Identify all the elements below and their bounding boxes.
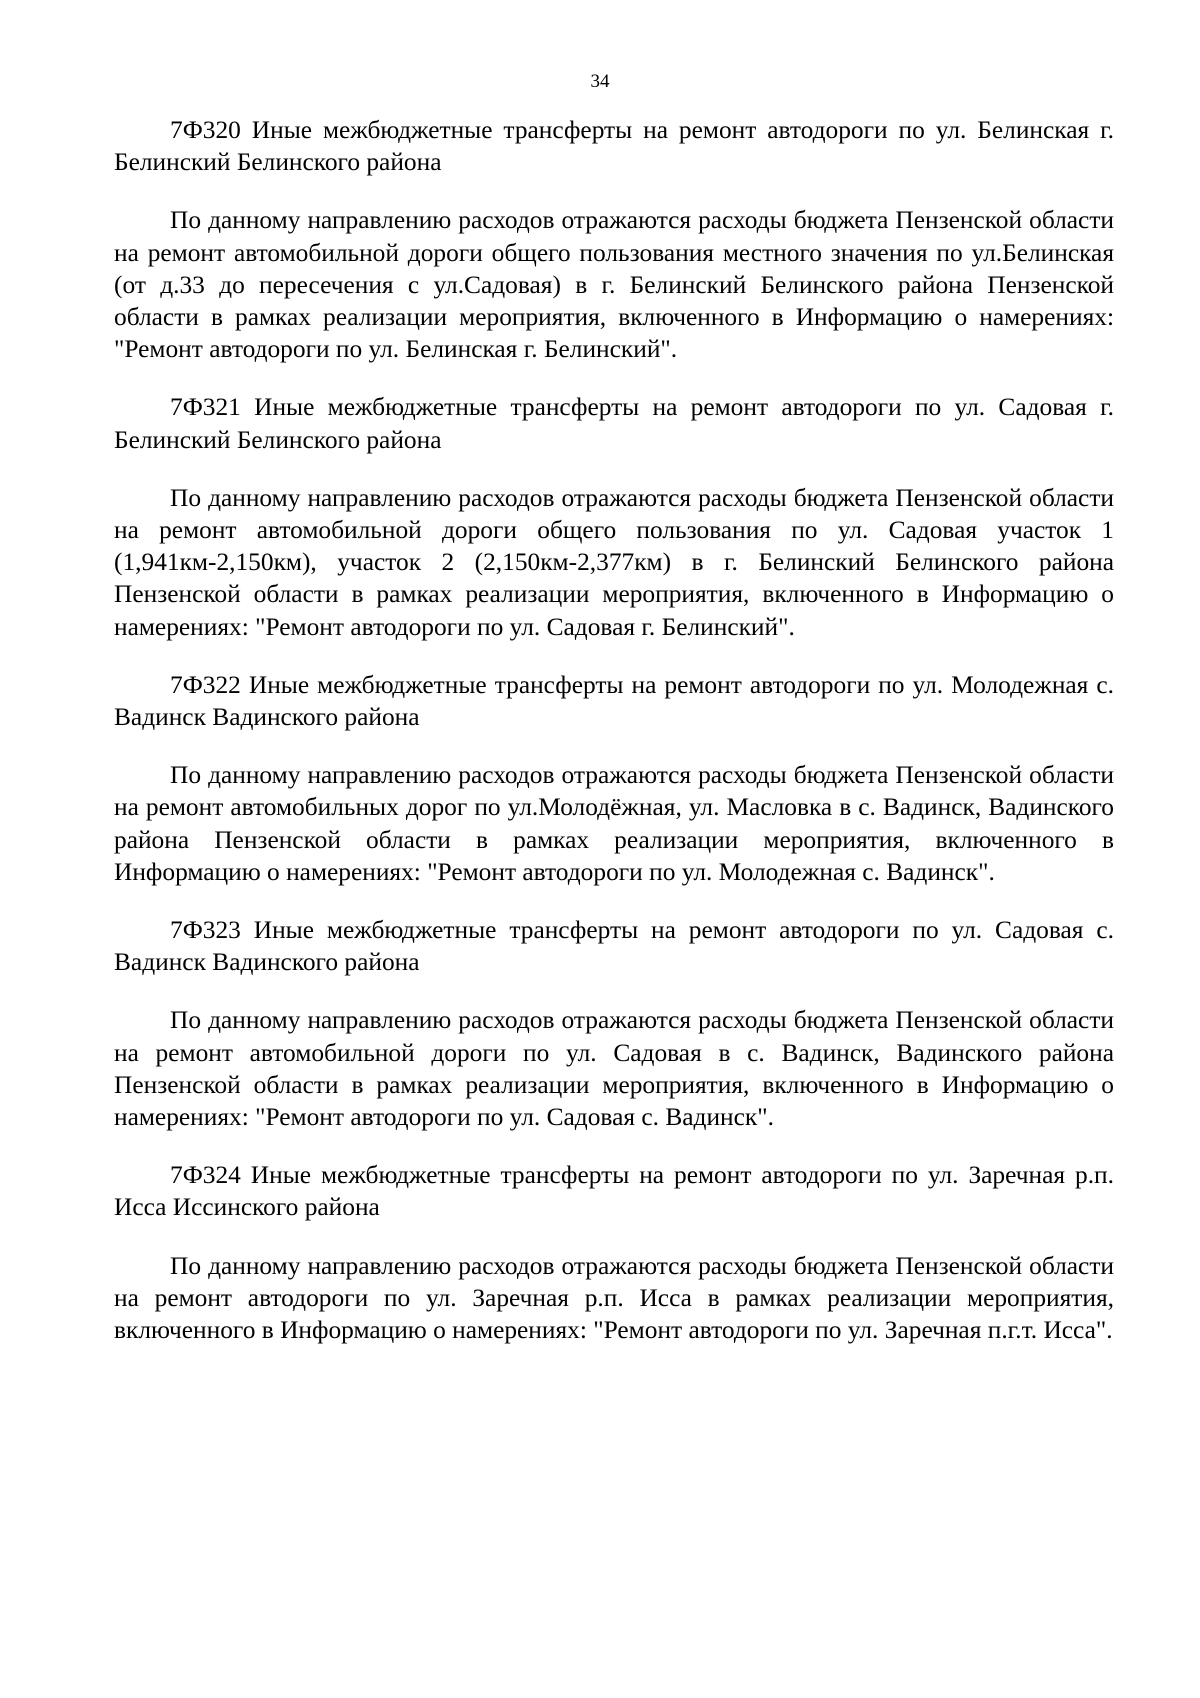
budget-item-7f324 xyxy=(114,1159,1114,1346)
item-description: По данному направлению расходов отражаются расходы бюджета Пензенской области на ремонт автомобильной дороги общего пользования по ул. Садовая участок 1 (1,941км-2,150км), участок 2 (2,150км-2,377км) в г. Белинский Белинского района Пензенской области в рамках реализации мероприятия, включенного в Информацию о намерениях: "Ремонт автодороги по ул. Садовая г. Белинский". xyxy=(114,483,1114,641)
item-heading: 7Ф322 Иные межбюджетные трансферты на ремонт автодороги по ул. Молодежная с. Вадинск Вадинского района xyxy=(114,670,1114,732)
item-description: По данному направлению расходов отражаются расходы бюджета Пензенской области на ремонт автодороги по ул. Заречная р.п. Исса в рамках реализации мероприятия, включенного в Информацию о намерениях: "Ремонт автодороги по ул. Заречная п.г.т. Исса". xyxy=(114,1251,1114,1345)
budget-item-7f321 xyxy=(114,391,1114,642)
item-description: По данному направлению расходов отражаются расходы бюджета Пензенской области на ремонт автомобильной дороги по ул. Садовая в с. Вадинск, Вадинского района Пензенской области в рамках реализации мероприятия, включенного в Информацию о намерениях: "Ремонт автодороги по ул. Садовая с. Вадинск". xyxy=(114,1006,1114,1132)
item-heading: 7Ф324 Иные межбюджетные трансферты на ремонт автодороги по ул. Заречная р.п. Исса Иссинского района xyxy=(114,1161,1114,1222)
item-heading: 7Ф323 Иные межбюджетные трансферты на ремонт автодороги по ул. Садовая с. Вадинск Вадинского района xyxy=(114,916,1114,977)
page-number: 34 xyxy=(590,71,610,92)
item-heading: 7Ф320 Иные межбюджетные трансферты на ремонт автодороги по ул. Белинская г. Белинский Белинского района xyxy=(114,116,1114,177)
document-body xyxy=(114,114,1114,1372)
item-description: По данному направлению расходов отражаются расходы бюджета Пензенской области на ремонт автомобильных дорог по ул.Молодёжная, ул. Масловка в с. Вадинск, Вадинского района Пензенской области в рамках реализации мероприятия, включенного в Информацию о намерениях: "Ремонт автодороги по ул. Молодежная с. Вадинск". xyxy=(114,761,1114,886)
item-heading: 7Ф321 Иные межбюджетные трансферты на ремонт автодороги по ул. Садовая г. Белинский Белинского района xyxy=(114,393,1114,454)
budget-item-7f320 xyxy=(114,114,1114,365)
item-description: По данному направлению расходов отражаются расходы бюджета Пензенской области на ремонт автомобильной дороги общего пользования местного значения по ул.Белинская (от д.33 до пересечения с ул.Садовая) в г. Белинский Белинского района Пензенской области в рамках реализации мероприятия, включенного в Информацию о намерениях: "Ремонт автодороги по ул. Белинская г. Белинский". xyxy=(114,206,1114,364)
budget-item-7f323 xyxy=(114,914,1114,1133)
budget-item-7f322 xyxy=(114,669,1114,888)
